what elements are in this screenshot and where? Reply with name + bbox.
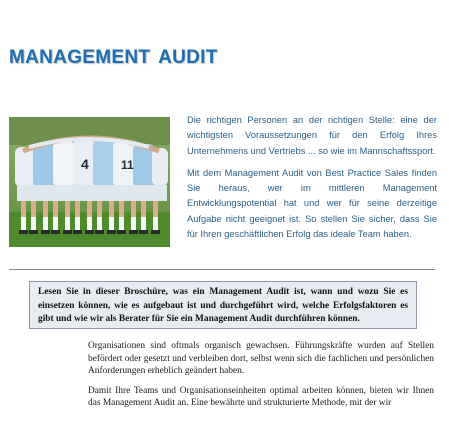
divider: [9, 269, 435, 270]
intro-paragraph: Mit dem Management Audit von Best Practice Sales finden Sie heraus, wer im mittleren Management Entwicklungspotential hat und wer für seine derzeitige Aufgabe nicht geeignet ist. So stellen Sie sicher, dass Sie für Ihren geschäftlichen Erfolg das ideale Team haben.: [187, 167, 437, 240]
svg-text:4: 4: [81, 156, 89, 172]
body-paragraph: Damit Ihre Teams und Organisationseinheiten optimal arbeiten können, bieten wir Ihnen das Management Audit an. Eine bewährte und strukturierte Methode, mit der wir: [88, 385, 434, 409]
svg-text:11: 11: [121, 158, 134, 172]
body-text: [88, 340, 434, 417]
intro-paragraph: Die richtigen Personen an der richtigen Stelle: eine der wichtigsten Voraussetzungen für den Erfolg Ihres Unternehmens und Vertriebs ... so wie im Mannschaftssport.: [187, 115, 437, 156]
page-fade: [0, 412, 449, 443]
highlight-box: [29, 281, 417, 329]
highlight-text: Lesen Sie in dieser Broschüre, was ein Management Audit ist, wann und wozu Sie es einsetzen können, wie es aufgebaut ist und durchgeführt wird, welche Erfolgsfaktoren es gibt und wie wir als Berater für Sie ein Management Audit durchführen können.: [38, 287, 408, 324]
page-title: management audit: [9, 39, 218, 69]
body-paragraph: Organisationen sind oftmals organisch gewachsen. Führungskräfte wurden auf Stellen befördert oder gesetzt und verbleiben dort, selbst wenn sich die fachlichen und persönlichen Anforderungen erheblich geändert haben.: [88, 341, 434, 377]
intro-text: [187, 113, 437, 249]
team-photo: [9, 117, 170, 247]
